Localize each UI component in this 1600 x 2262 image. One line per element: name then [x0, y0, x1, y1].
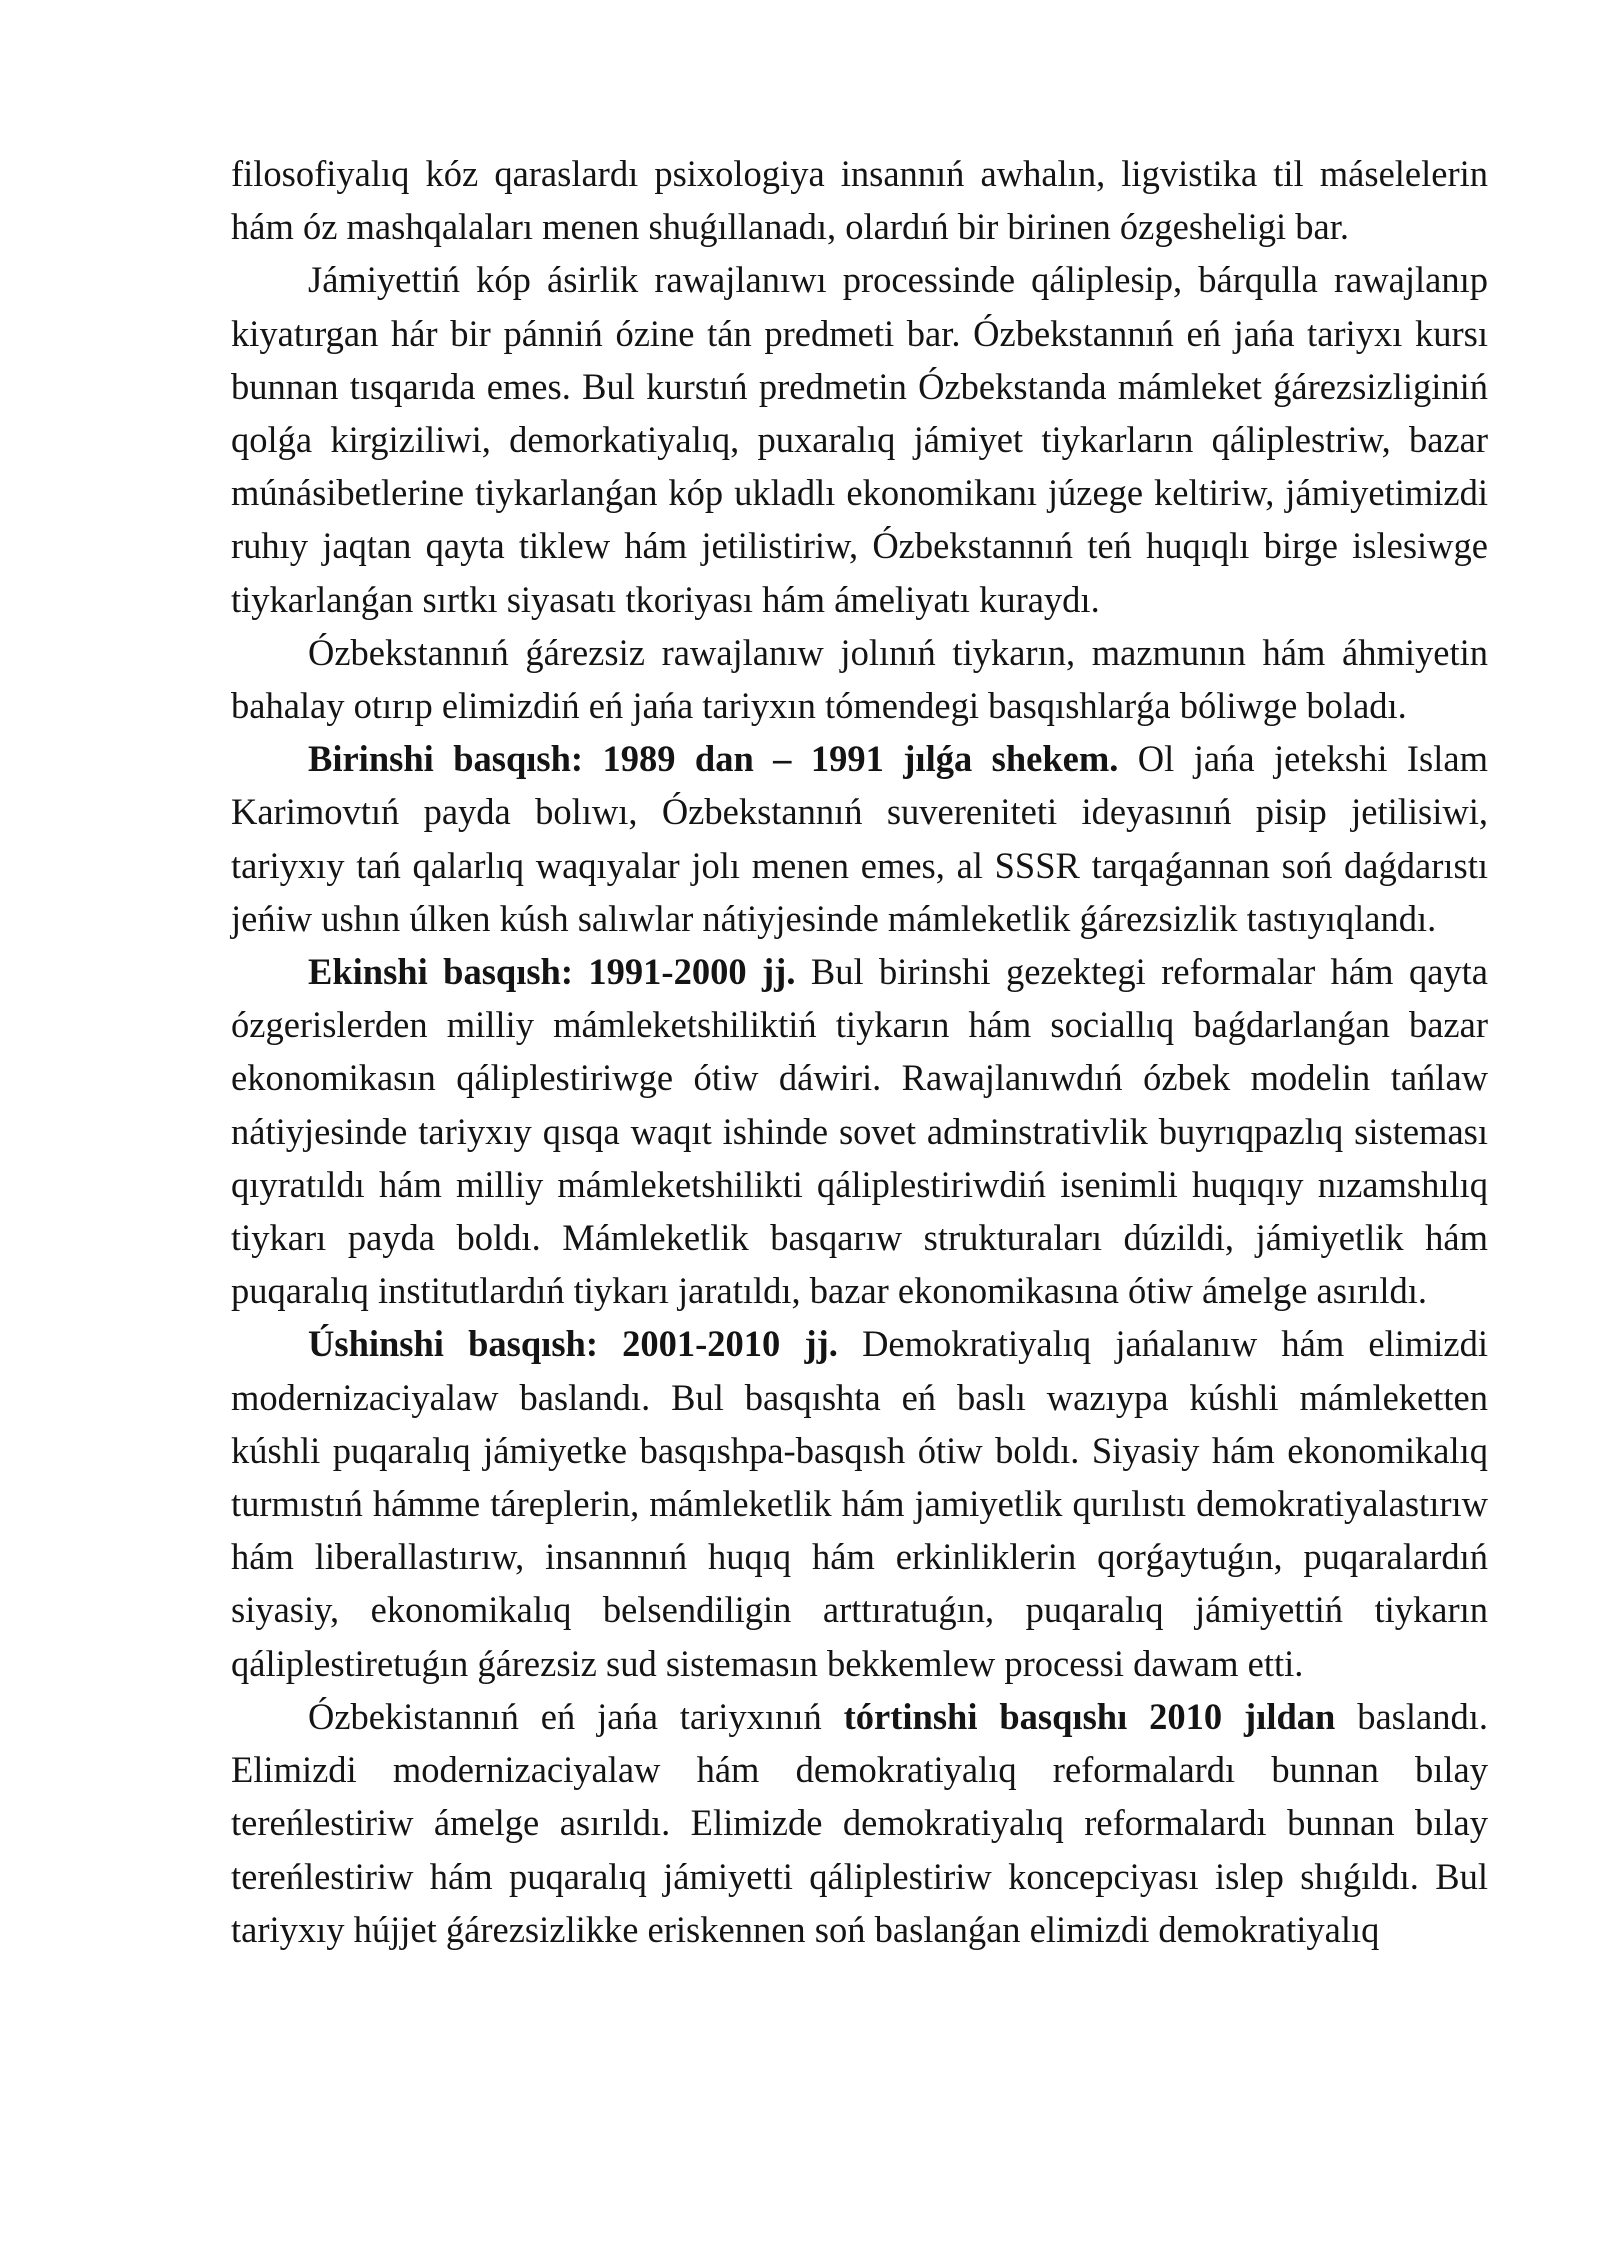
stage-3-text: Demokratiyalıq jańalanıw hám elimizdi modernizaciyalaw baslandı. Bul basqıshta eń baslı wazıypa kúshli mámleketten kúshli puqaralıq jámiyetke basqıshpa-basqısh ótiw boldı. Siyasiy hám ekonomikalıq turmıstıń hámme táreplerin, mámleketlik hám jamiyetlik qurılıstı demokratiyalastırıw hám liberallastırıw, insannnıń huqıq hám erkinliklerin qorǵaytuǵın, puqaralardıń siyasiy, ekonomikalıq belsendiligin arttıratuǵın, puqaralıq jámiyettiń tiykarın qáliplestiretuǵın ǵárezsiz sud sistemasın bekkemlew processi dawam etti.	[231, 1323, 1488, 1684]
stage-4-intro: Ózbekistannıń eń jańa tariyxınıń	[308, 1695, 844, 1737]
stage-1-text: Ol jańa jetekshi Islam Karimovtıń payda bolıwı, Ózbekstannıń suvereniteti ideyasınıń pisip jetilisiwi, tariyxıy tań qalarlıq waqıyalar jolı menen emes, al SSSR tarqaǵannan soń daǵdarıstı jeńiw ushın úlken kúsh salıwlar nátiyjesinde mámleketlik ǵárezsizlik tastıyıqlandı.	[231, 738, 1488, 939]
paragraph-5	[231, 945, 1488, 1317]
paragraph-6	[231, 1317, 1488, 1689]
paragraph-7	[231, 1690, 1488, 1956]
stage-2-heading: Ekinshi basqısh: 1991-2000 jj.	[308, 951, 796, 993]
paragraph-3: Ózbekstannıń ǵárezsiz rawajlanıw jolınıń tiykarın, mazmunın hám áhmiyetin bahalay otırıp elimizdiń eń jańa tariyxın tómendegi basqıshlarǵa bóliwge boladı.	[231, 631, 1488, 727]
stage-4-text: baslandı. Elimizdi modernizaciyalaw hám demokratiyalıq reformalardı bunnan bılay tereńlestiriw ámelge asırıldı. Elimizde demokratiyalıq reformalardı bunnan bılay tereńlestiriw hám puqaralıq jámiyetti qáliplestiriw koncepciyası islep shıǵıldı. Bul tariyxıy hújjet ǵárezsizlikke eriskennen soń baslanǵan elimizdi demokratiyalıq	[231, 1695, 1488, 1950]
body-text	[231, 147, 1488, 1956]
paragraph-4	[231, 732, 1488, 945]
stage-2-text: Bul birinshi gezektegi reformalar hám qayta ózgerislerden milliy mámleketshiliktiń tiykarın hám sociallıq baǵdarlanǵan bazar ekonomikasın qáliplestiriwge ótiw dáwiri. Rawajlanıwdıń ózbek modelin tańlaw nátiyjesinde tariyxıy qısqa waqıt ishinde sovet adminstrativlik buyrıqpazlıq sisteması qıyratıldı hám milliy mámleketshilikti qáliplestiriwdiń isenimli huqıqıy nızamshılıq tiykarı payda boldı. Mámleketlik basqarıw strukturaları dúzildi, jámiyetlik hám puqaralıq institutlardıń tiykarı jaratıldı, bazar ekonomikasına ótiw ámelge asırıldı.	[231, 951, 1488, 1312]
paragraph-2: Jámiyettiń kóp ásirlik rawajlanıwı processinde qáliplesip, bárqulla rawajlanıp kiyatırgan hár bir pánniń ózine tán predmeti bar. Ózbekstannıń eń jańa tariyxı kursı bunnan tısqarıda emes. Bul kurstıń predmetin Ózbekstanda mámleket ǵárezsizliginiń qolǵa kirgiziliwi, demorkatiyalıq, puxaralıq jámiyet tiykarların qáliplestriw, bazar múnásibetlerine tiykarlanǵan kóp ukladlı ekonomikanı júzege keltiriw, jámiyetimizdi ruhıy jaqtan qayta tiklew hám jetilistiriw, Ózbekstannıń teń huqıqlı birge islesiwge tiykarlanǵan sırtkı siyasatı tkoriyası hám ámeliyatı kuraydı.	[231, 259, 1488, 620]
stage-4-heading: tórtinshi basqıshı 2010 jıldan	[843, 1695, 1336, 1737]
stage-1-heading: Birinshi basqısh: 1989 dan – 1991 jılǵa shekem.	[308, 738, 1119, 780]
paragraph-1: filosofiyalıq kóz qaraslardı psixologiya insannıń awhalın, ligvistika til máselelerin hám óz mashqalaları menen shuǵıllanadı, olardıń bir birinen ózgesheligi bar.	[231, 153, 1488, 248]
stage-3-heading: Úshinshi basqısh: 2001-2010 jj.	[308, 1323, 838, 1365]
